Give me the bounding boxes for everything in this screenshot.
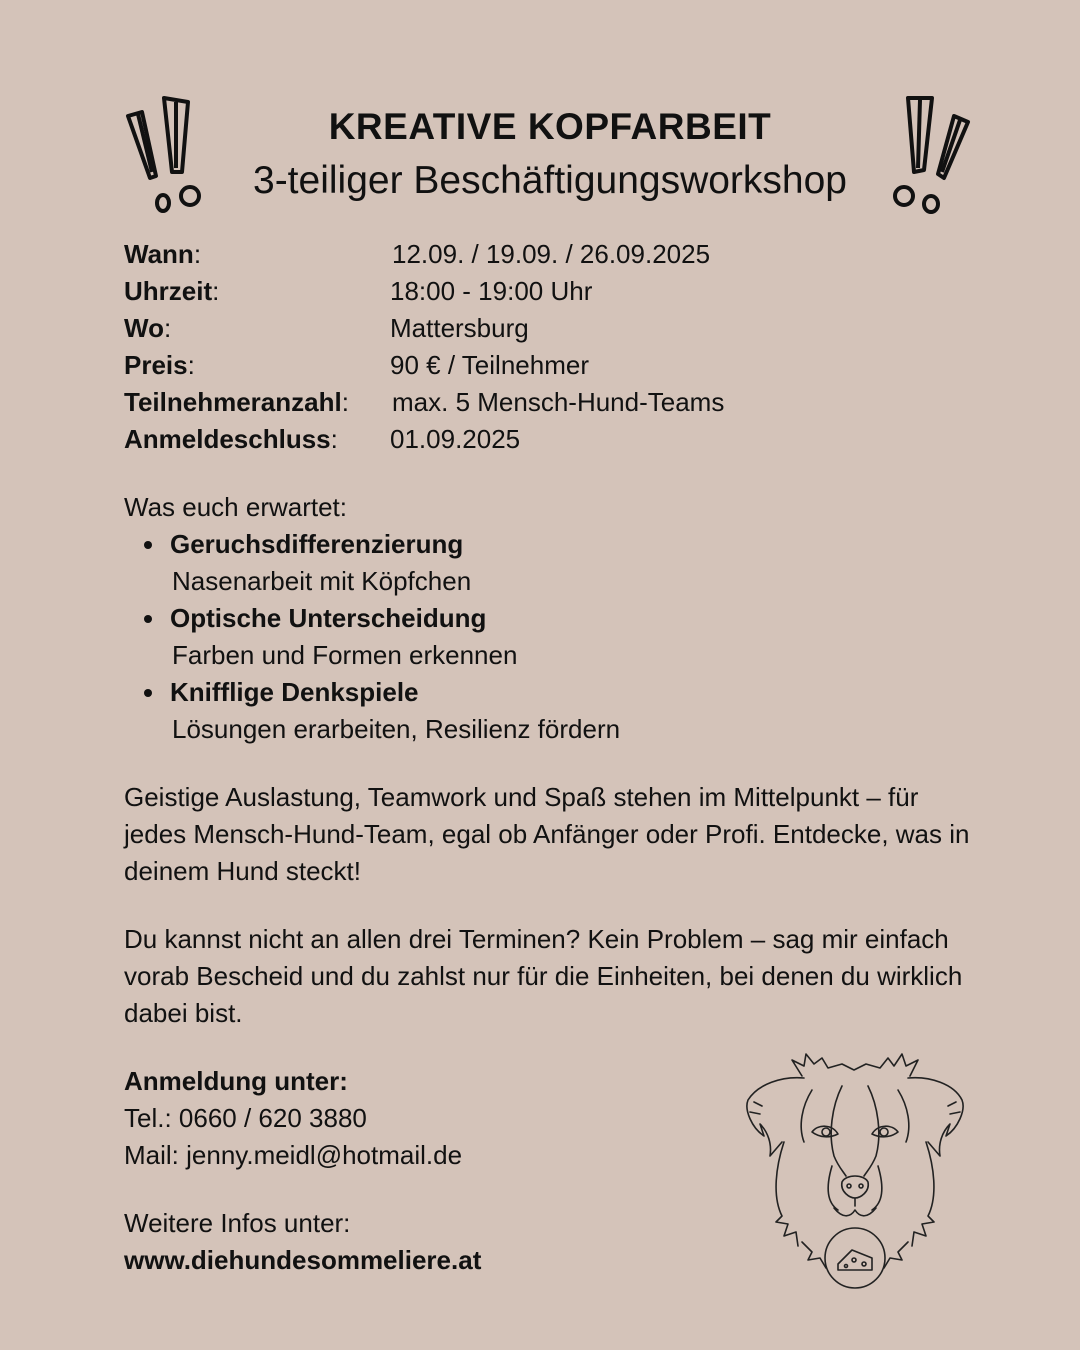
exclamation-marks-icon xyxy=(122,92,208,218)
header xyxy=(200,100,900,208)
list-item xyxy=(124,674,620,748)
info-value: 90 € / Teilnehmer xyxy=(390,350,589,380)
contact-block xyxy=(124,1063,462,1174)
page-subtitle: 3-teiliger Beschäftigungsworkshop xyxy=(253,159,847,202)
expect-intro: Was euch erwartet: xyxy=(124,492,348,522)
info-label: Wo xyxy=(124,313,164,343)
info-label: Uhrzeit xyxy=(124,276,213,306)
description-paragraph: Geistige Auslastung, Teamwork und Spaß stehen im Mittelpunkt – für jedes Mensch-Hund-Team, egal ob Anfänger oder Profi. Entdecke, was in deinem Hund steckt! xyxy=(124,782,970,886)
list-item xyxy=(124,600,620,674)
website-link[interactable]: www.diehundesommeliere.at xyxy=(124,1245,482,1275)
more-info-block xyxy=(124,1205,481,1279)
expect-list xyxy=(124,526,620,748)
info-value: Mattersburg xyxy=(390,313,529,343)
item-title: Geruchsdifferenzierung xyxy=(170,529,464,559)
info-label: Wann xyxy=(124,239,194,269)
contact-mail[interactable]: Mail: jenny.meidl@hotmail.de xyxy=(124,1140,463,1170)
info-value: max. 5 Mensch-Hund-Teams xyxy=(392,387,725,417)
bullet-icon xyxy=(144,689,152,697)
info-label: Teilnehmeranzahl xyxy=(124,387,342,417)
info-value: 18:00 - 19:00 Uhr xyxy=(390,276,593,306)
contact-heading: Anmeldung unter: xyxy=(124,1066,348,1096)
info-value: 01.09.2025 xyxy=(390,424,521,454)
bullet-icon xyxy=(144,615,152,623)
info-value: 12.09. / 19.09. / 26.09.2025 xyxy=(392,239,711,269)
exclamation-marks-icon xyxy=(888,92,974,218)
list-item xyxy=(124,526,620,600)
item-description: Lösungen erarbeiten, Resilienz fördern xyxy=(172,714,621,744)
info-label: Anmeldeschluss xyxy=(124,424,331,454)
info-label: Preis xyxy=(124,350,188,380)
bullet-icon xyxy=(144,541,152,549)
item-description: Farben und Formen erkennen xyxy=(172,640,518,670)
more-info-label: Weitere Infos unter: xyxy=(124,1208,351,1238)
page-title: KREATIVE KOPFARBEIT xyxy=(328,106,772,147)
contact-phone[interactable]: Tel.: 0660 / 620 3880 xyxy=(124,1103,367,1133)
item-title: Knifflige Denkspiele xyxy=(170,677,419,707)
terms-paragraph: Du kannst nicht an allen drei Terminen? Kein Problem – sag mir einfach vorab Bescheid und du zahlst nur für die Einheiten, bei denen du wirklich dabei bist. xyxy=(124,924,963,1028)
flyer-page: KREATIVE KOPFARBEIT 3-teiliger Beschäftigungsworkshop Wann: 12.09. / 19.09. / 26.09.2025 Uhrzeit: 18:00 - 19:00 Uhr Wo: Mattersburg Preis: 90 € / Teilnehmer Teilnehmeranzahl: max. 5 Mensch-Hund-Teams Anmeldeschluss: 01.09.2025 Was euch erwartet: Geruchsdifferenzierung Nasenarbeit mit Köpfchen Optische Unterscheidung Farben und Formen erkennen Knifflige Denkspiele Lösungen erarbeiten, Resilienz fördern Geistige Auslastung, Teamwork und Spaß stehen im Mittelpunkt – für jedes Mensch-Hund-Team, egal ob Anfänger oder Profi. Entdecke, was in deinem Hund steckt! Du kannst nicht an allen drei Terminen? Kein Problem – sag mir einfach vorab Bescheid und du zahlst nur für die Einheiten, bei denen du wirklich dabei bist. Anmeldung unter: Tel.: 0660 / 620 3880 Mail: jenny.meidl@hotmail.de Weitere Infos unter: www.diehundesommeliere.at xyxy=(0,0,1080,1350)
dog-head-logo-icon xyxy=(742,1046,968,1292)
item-description: Nasenarbeit mit Köpfchen xyxy=(172,566,472,596)
item-title: Optische Unterscheidung xyxy=(170,603,487,633)
